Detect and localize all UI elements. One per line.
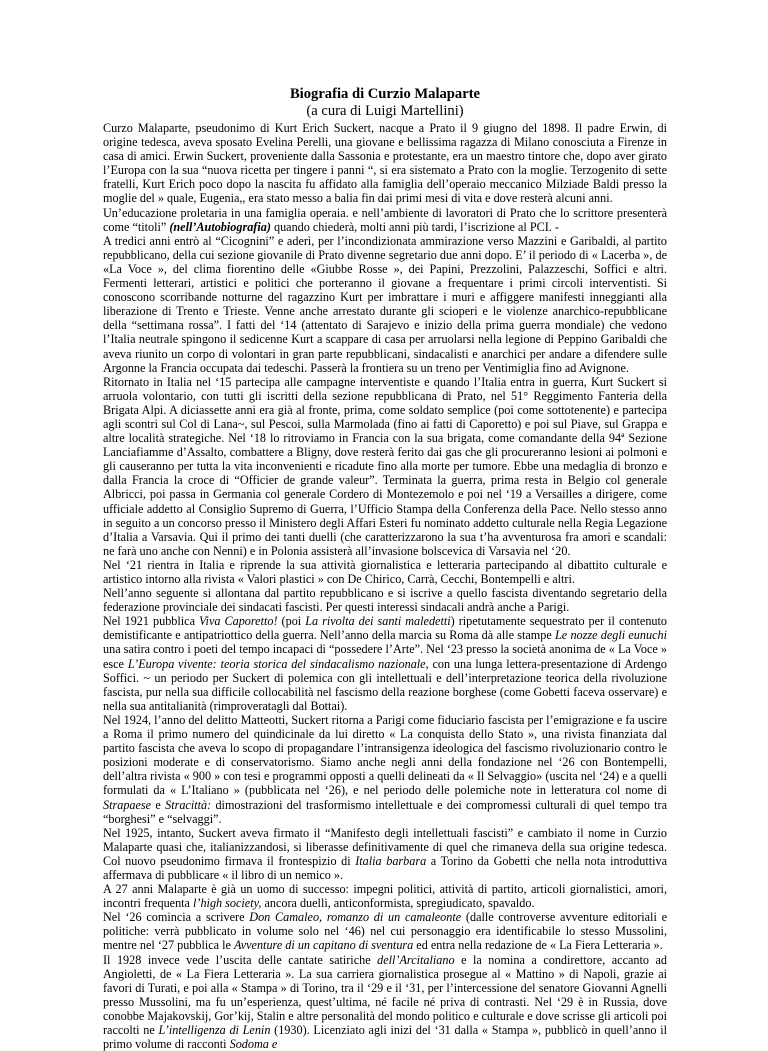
emphasis-run: l’high society, bbox=[193, 896, 262, 911]
text-run: ed entra nella redazione de « La Fiera Letteraria ». bbox=[413, 938, 663, 953]
text-run: a Torino da Gobetti che nella nota introduttiva affermava di pubblicare « il libro di un nemico ». bbox=[103, 853, 667, 882]
paragraph bbox=[103, 121, 667, 206]
document-title: Biografia di Curzio Malaparte bbox=[289, 86, 481, 102]
paragraph bbox=[103, 375, 667, 558]
emphasis-run: (nell’Autobiografia) bbox=[169, 219, 271, 234]
text-run: Nel ‘21 rientra in Italia e riprende la sua attività giornalistica e letteraria partecipando al dibattito culturale e artistico intorno alla rivista « Valori plastici » con De Chirico, Carrà, Cecchi, Bontempelli e altri. bbox=[103, 557, 667, 586]
emphasis-run: Avventure di un capitano di sventura bbox=[233, 938, 414, 953]
text-run: A 27 anni Malaparte è già un uomo di successo: impegni politici, attività di partito, articoli giornalistici, amori, incontri frequenta bbox=[103, 882, 667, 911]
text-run: Nel ‘26 comincia a scrivere bbox=[103, 910, 250, 925]
emphasis-run: Italia barbara bbox=[355, 853, 427, 868]
paragraph bbox=[103, 713, 667, 826]
text-run: e la nomina a condirettore, accanto ad Angioletti, de « La Fiera Letteraria ». La sua carriera giornalistica prosegue al « Mattino » di Napoli, grazie ai favori di Turati, e poi alla « Stampa » di Torino, tra il ‘29 e il ‘31, per l’intercessione del senatore Giovanni Agnelli presso Mussolini, ma fu un’esperienza, quest’ultima, né facile né priva di contrasti. Nel ‘29 è in Russia, dove conobbe Majakovskij, Gor’kij, Stalin e altre personalità del mondo politico e culturale e dove scrisse gli articoli poi raccolti ne bbox=[103, 952, 667, 1037]
text-run: Curzo Malaparte, pseudonimo di Kurt Erich Suckert, nacque a Prato il 9 giugno del 1898. Il padre Erwin, di origine tedesca, aveva sposato Evelina Perelli, una giovane e bellissima ragazza di Milano conosciuta a Firenze in casa di amici. Erwin Suckert, proveniente dalla Sassonia e protestante, era un maestro tintore che, dopo aver girato l’Europa con la sua “nuova ricetta per tingere i panni “, si era sistemato a Prato con la moglie. Terzogenito di sette fratelli, Kurt Erich poco dopo la nascita fu affidato alla famiglia dell’operaio meccanico Milziade Baldi presso la moglie del » quale, Eugenia,, era stato messo a balia fin dai primi mesi di vita e dove resterà alcuni anni. bbox=[103, 121, 667, 206]
paragraph bbox=[103, 234, 667, 375]
emphasis-run: Strapaese bbox=[103, 797, 152, 812]
emphasis-run: Don Camaleo, romanzo di un camaleonte bbox=[249, 910, 462, 925]
paragraph bbox=[103, 206, 667, 234]
emphasis-run: Viva Caporetto! bbox=[199, 614, 278, 629]
emphasis-run: Sodoma e bbox=[229, 1037, 278, 1051]
document-subtitle: (a cura di Luigi Martellini) bbox=[306, 103, 464, 119]
paragraph bbox=[103, 910, 667, 952]
emphasis-run: La rivolta dei santi maledetti bbox=[305, 614, 451, 629]
text-run: ancora duelli, anticonformista, spregiudicato, spavaldo. bbox=[261, 896, 535, 911]
text-run: Nel 1924, l’anno del delitto Matteotti, Suckert ritorna a Parigi come fiduciario fascista per l’emigrazione e fa uscire a Roma il primo numero del quindicinale da lui diretto « La conquista dello Stato », una rivista finanziata dal partito fascista che aveva lo scopo di propagandare l’intransigenza ideologica del fascismo rivoluzionario contro le posizioni moderate e di conservatorismo. Siamo anche negli anni della fondazione nel ‘26 con Bontempelli, dell’altra rivista « 900 » con tesi e programmi opposti a quelli delineati da « Il Selvaggio» (uscita nel ‘24) e a quelli formulati da « L’Italiano » (pubblicata nel ‘26), e nel periodo delle polemiche note in letteratura col nome di bbox=[103, 712, 667, 798]
paragraph bbox=[103, 953, 667, 1051]
document-page bbox=[103, 86, 667, 1051]
emphasis-run: Stracittà: bbox=[165, 797, 212, 812]
paragraph bbox=[103, 558, 667, 586]
text-run: e bbox=[151, 797, 166, 812]
paragraph bbox=[103, 882, 667, 910]
paragraph bbox=[103, 826, 667, 882]
paragraph bbox=[103, 586, 667, 614]
text-run: dimostrazioni del trasformismo intellettuale e dei compromessi culturali di quel tempo tra “borghesi” e “selvaggi”. bbox=[103, 797, 667, 826]
text-run: (poi bbox=[277, 614, 306, 629]
text-run: Il 1928 invece vede l’uscita delle cantate satiriche bbox=[103, 952, 378, 967]
text-run: Nel 1921 pubblica bbox=[103, 614, 200, 629]
document-body bbox=[103, 121, 667, 1051]
text-run: Nel 1925, intanto, Suckert aveva firmato il “Manifesto degli intellettuali fascisti” e cambiato il nome in Curzio Malaparte quasi che, italianizzandosi, si liberasse definitivamente di quel che rimaneva della sua origine tedesca. Col nuovo pseudonimo firmava il frontespizio di bbox=[103, 825, 667, 868]
emphasis-run: dell’Arcitaliano bbox=[377, 952, 455, 967]
text-run: Ritornato in Italia nel ‘15 partecipa alle campagne interventiste e quando l’Italia entra in guerra, Kurt Suckert si arruola volontario, con tutti gli iscritti della sezione repubblicana di Prato, nel 51° Reggimento Fanteria della Brigata Alpi. A diciassette anni era già al fronte, prima, come soldato semplice (poi come sottotenente) e partecipa agli scontri sul Col di Lana~, sul Pescoi, sulla Marmolada (fino ai fatti di Caporetto) e poi sul Piave, sul Grappa e altre località strategiche. Nel ‘18 lo ritroviamo in Francia con la sua brigata, come comandante della 94ª Sezione Lanciafiamme d’Assalto, combattere a Bligny, dove resterà ferito dai gas che gli procureranno lesioni ai polmoni e gli causeranno per tutta la vita inconvenienti e ricadute fino alla morte per tumore. Ebbe una medaglia di bronzo e dalla Francia la croce di “Officier de grande valeur”. Terminata la guerra, prima resta in Belgio col generale Albricci, poi passa in Germania col generale Cordero di Montezemolo e poi nel ‘19 a Versailles a dirigere, come ufficiale addetto al Consiglio Supremo di Guerra, l’Ufficio Stampa della Conferenza della Pace. Nello stesso anno in seguito a un concorso presso il Ministero degli Affari Esteri fu nominato addetto culturale nella Regia Legazione d’Italia a Varsavia. Qui il primo dei tanti duelli (che caratterizzarono la sua t’ha avventurosa fra amori e scandali: ne farà uno anche con Nenni) e in Polonia assisterà all’invasione bolscevica di Varsavia nel ‘20. bbox=[103, 374, 667, 558]
emphasis-run: Le nozze degli eunuchi bbox=[555, 628, 667, 643]
text-run: una satira contro i poeti del tempo incapaci di “possedere l’Arte”. Nel ‘23 presso la società anonima de « La Voce » esce bbox=[103, 642, 667, 671]
text-run: Nell’anno seguente si allontana dal partito repubblicano e si iscrive a quello fascista diventando segretario della federazione provinciale dei sindacati fascisti. Per questi interessi sindacali andrà anche a Parigi. bbox=[103, 586, 667, 615]
paragraph bbox=[103, 614, 667, 713]
text-run: con una lunga lettera-presentazione di Ardengo Soffici. ~ un periodo per Suckert di polemica con gli intellettuali e dell’interpretazione teorica della rivoluzione fascista, pur nella sua difficile collocabilità nel fascismo della reazione borghese (come Gobetti faceva osservare) e nella sua antitalianità (rimproveratagli dal Bottai). bbox=[103, 656, 667, 713]
emphasis-run: L’intelligenza di Lenin bbox=[158, 1023, 271, 1037]
text-run: ) ripetutamente sequestrato per il contenuto demistificante e antipatriottico della guerra. Nell’anno della marcia su Roma dà alle stampe bbox=[103, 614, 667, 643]
text-run: quando chiederà, molti anni più tardi, l’iscrizione al PCI. - bbox=[270, 219, 559, 234]
text-run: (dalle controverse avventure editoriali e politiche: verrà pubblicato in volume solo nel ‘46) nel cui personaggio era identificabile lo stesso Mussolini, mentre nel ‘27 pubblica le bbox=[103, 910, 667, 953]
text-run: A tredici anni entrò al “Cicognini” e aderì, per l’incondizionata ammirazione verso Mazzini e Garibaldi, al partito repubblicano, della cui sezione giovanile di Prato divenne segretario due anni dopo. E’ il periodo di « Lacerba », de «La Voce », del clima fiorentino delle «Giubbe Rosse », dei Papini, Prezzolini, Palazzeschi, Soffici e altri. Fermenti letterari, artistici e politici che porteranno il giovane a frequentare i primi circoli interventisti. Si conoscono scorribande notturne del ragazzino Kurt per imbrattare i muri e affiggere manifesti inneggianti alla liberazione di Trento e Trieste. Venne anche arrestato durante gli scioperi e le violenze anarchico-repubblicane della “settimana rossa”. I fatti del ‘14 (attentato di Sarajevo e inizio della prima guerra mondiale) che vedono l’Italia neutrale spingono il sedicenne Kurt a scappare di casa per arruolarsi nella legione di Peppino Garibaldi che aveva riunito un corpo di volontari in gran parte repubblicani, sindacalisti e anarchici per andare a difendere sulle Argonne la Francia occupata dai tedeschi. Passerà la frontiera su un treno per Ventimiglia fino ad Avignone. bbox=[103, 233, 667, 375]
text-run: Un’educazione proletaria in una famiglia operaia. e nell’ambiente di lavoratori di Prato che lo scrittore presenterà come “titoli” bbox=[103, 205, 667, 234]
emphasis-run: L’Europa vivente: teoria storica del sindacalismo nazionale, bbox=[127, 656, 429, 671]
text-run: (1930). Licenziato agli inizi del ‘31 dalla « Stampa », pubblicò in quell’anno il primo volume di racconti bbox=[103, 1023, 667, 1051]
